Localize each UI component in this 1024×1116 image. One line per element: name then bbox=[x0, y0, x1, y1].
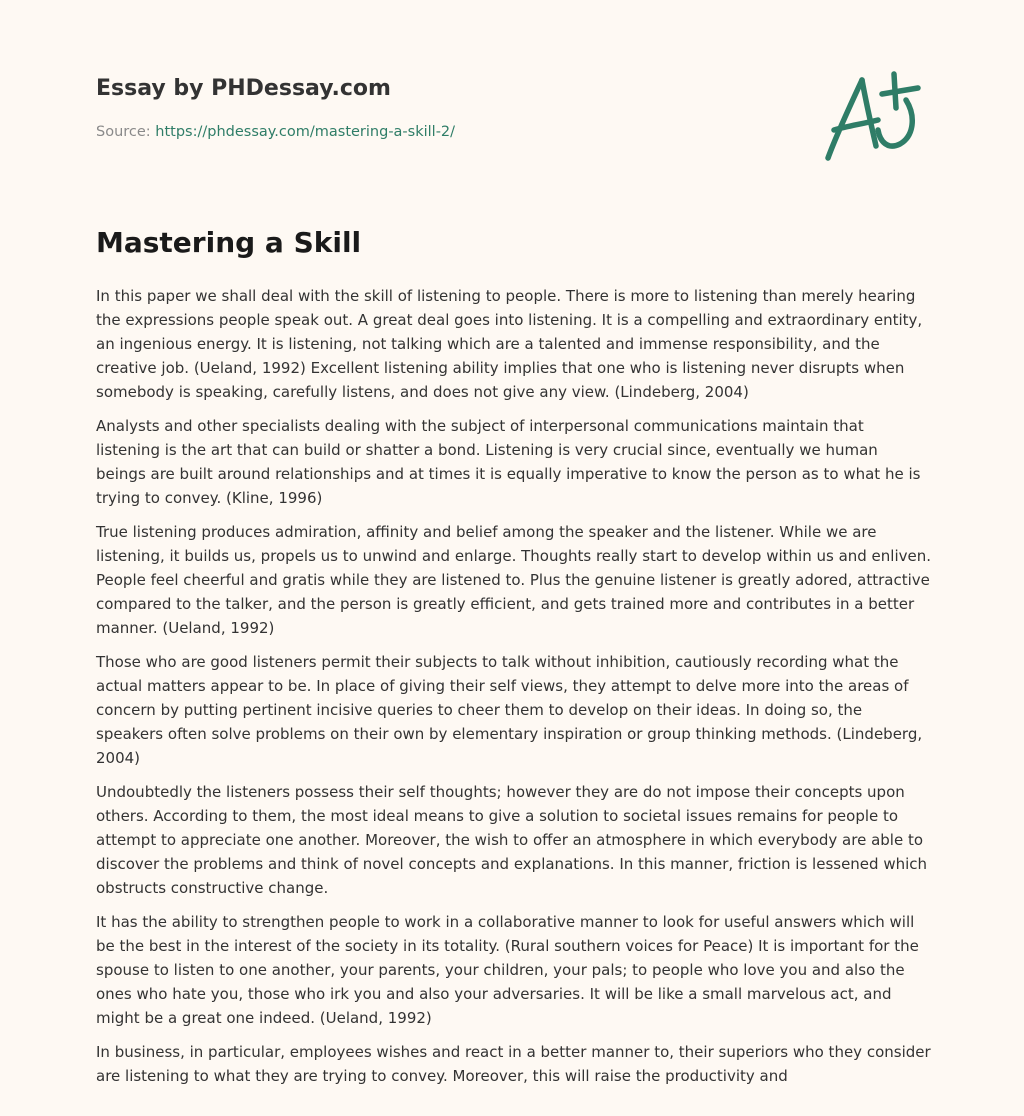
essay-page bbox=[96, 0, 932, 1085]
essay-paragraph: It has the ability to strengthen people to work in a collaborative manner to look for useful answers which will be the best in the interest of the society in its totality. (Rural southern voices for Peace) It is important for the spouse to listen to one another, your parents, your children, your pals; to people who love you and also the ones who hate you, those who irk you and also your adversaries. It will be like a small marvelous act, and might be a great one indeed. (Ueland, 1992) bbox=[96, 913, 919, 1027]
source-line bbox=[96, 124, 455, 140]
source-label: Source: bbox=[96, 124, 151, 140]
essay-paragraph: True listening produces admiration, affinity and belief among the speaker and the listener. While we are listening, it builds us, propels us to unwind and enlarge. Thoughts really start to develop within us and enliven. People feel cheerful and gratis while they are listened to. Plus the genuine listener is greatly adored, attractive compared to the talker, and the person is greatly efficient, and gets trained more and contributes in a better manner. (Ueland, 1992) bbox=[96, 523, 932, 637]
essay-paragraph: Those who are good listeners permit their subjects to talk without inhibition, cautiously recording what the actual matters appear to be. In place of giving their self views, they attempt to delve more into the areas of concern by putting pertinent incisive queries to cheer them to develop on their ideas. In doing so, the speakers often solve problems on their own by elementary inspiration or group thinking methods. (Lindeberg, 2004) bbox=[96, 653, 923, 767]
essay-paragraph: Analysts and other specialists dealing with the subject of interpersonal communications maintain that listening is the art that can build or shatter a bond. Listening is very crucial since, eventually we human beings are built around relationships and at times it is equally imperative to know the person as to what he is trying to convey. (Kline, 1996) bbox=[96, 417, 921, 507]
essay-paragraph: In this paper we shall deal with the skill of listening to people. There is more to listening than merely hearing the expressions people speak out. A great deal goes into listening. It is a compelling and extraordinary entity, an ingenious energy. It is listening, not talking which are a talented and immense responsibility, and the creative job. (Ueland, 1992) Excellent listening ability implies that one who is listening never disrupts when somebody is speaking, carefully listens, and does not give any view. (Lindeberg, 2004) bbox=[96, 287, 923, 401]
a-plus-grade-icon bbox=[822, 66, 926, 166]
essay-paragraph: Undoubtedly the listeners possess their self thoughts; however they are do not impose their concepts upon others. According to them, the most ideal means to give a solution to societal issues remains for people to attempt to appreciate one another. Moreover, the wish to offer an atmosphere in which everybody are able to discover the problems and think of novel concepts and explanations. In this manner, friction is lessened which obstructs constructive change. bbox=[96, 783, 928, 897]
essay-paragraph: In business, in particular, employees wishes and react in a better manner to, their superiors who they consider are listening to what they are trying to convey. Moreover, this will raise the productivity and bbox=[96, 1043, 931, 1085]
essay-title: Mastering a Skill bbox=[96, 226, 362, 259]
essay-body bbox=[96, 284, 932, 1098]
source-link[interactable]: https://phdessay.com/mastering-a-skill-2/ bbox=[155, 124, 456, 140]
brand-title: Essay by PHDessay.com bbox=[96, 76, 391, 101]
page-header bbox=[96, 0, 932, 259]
